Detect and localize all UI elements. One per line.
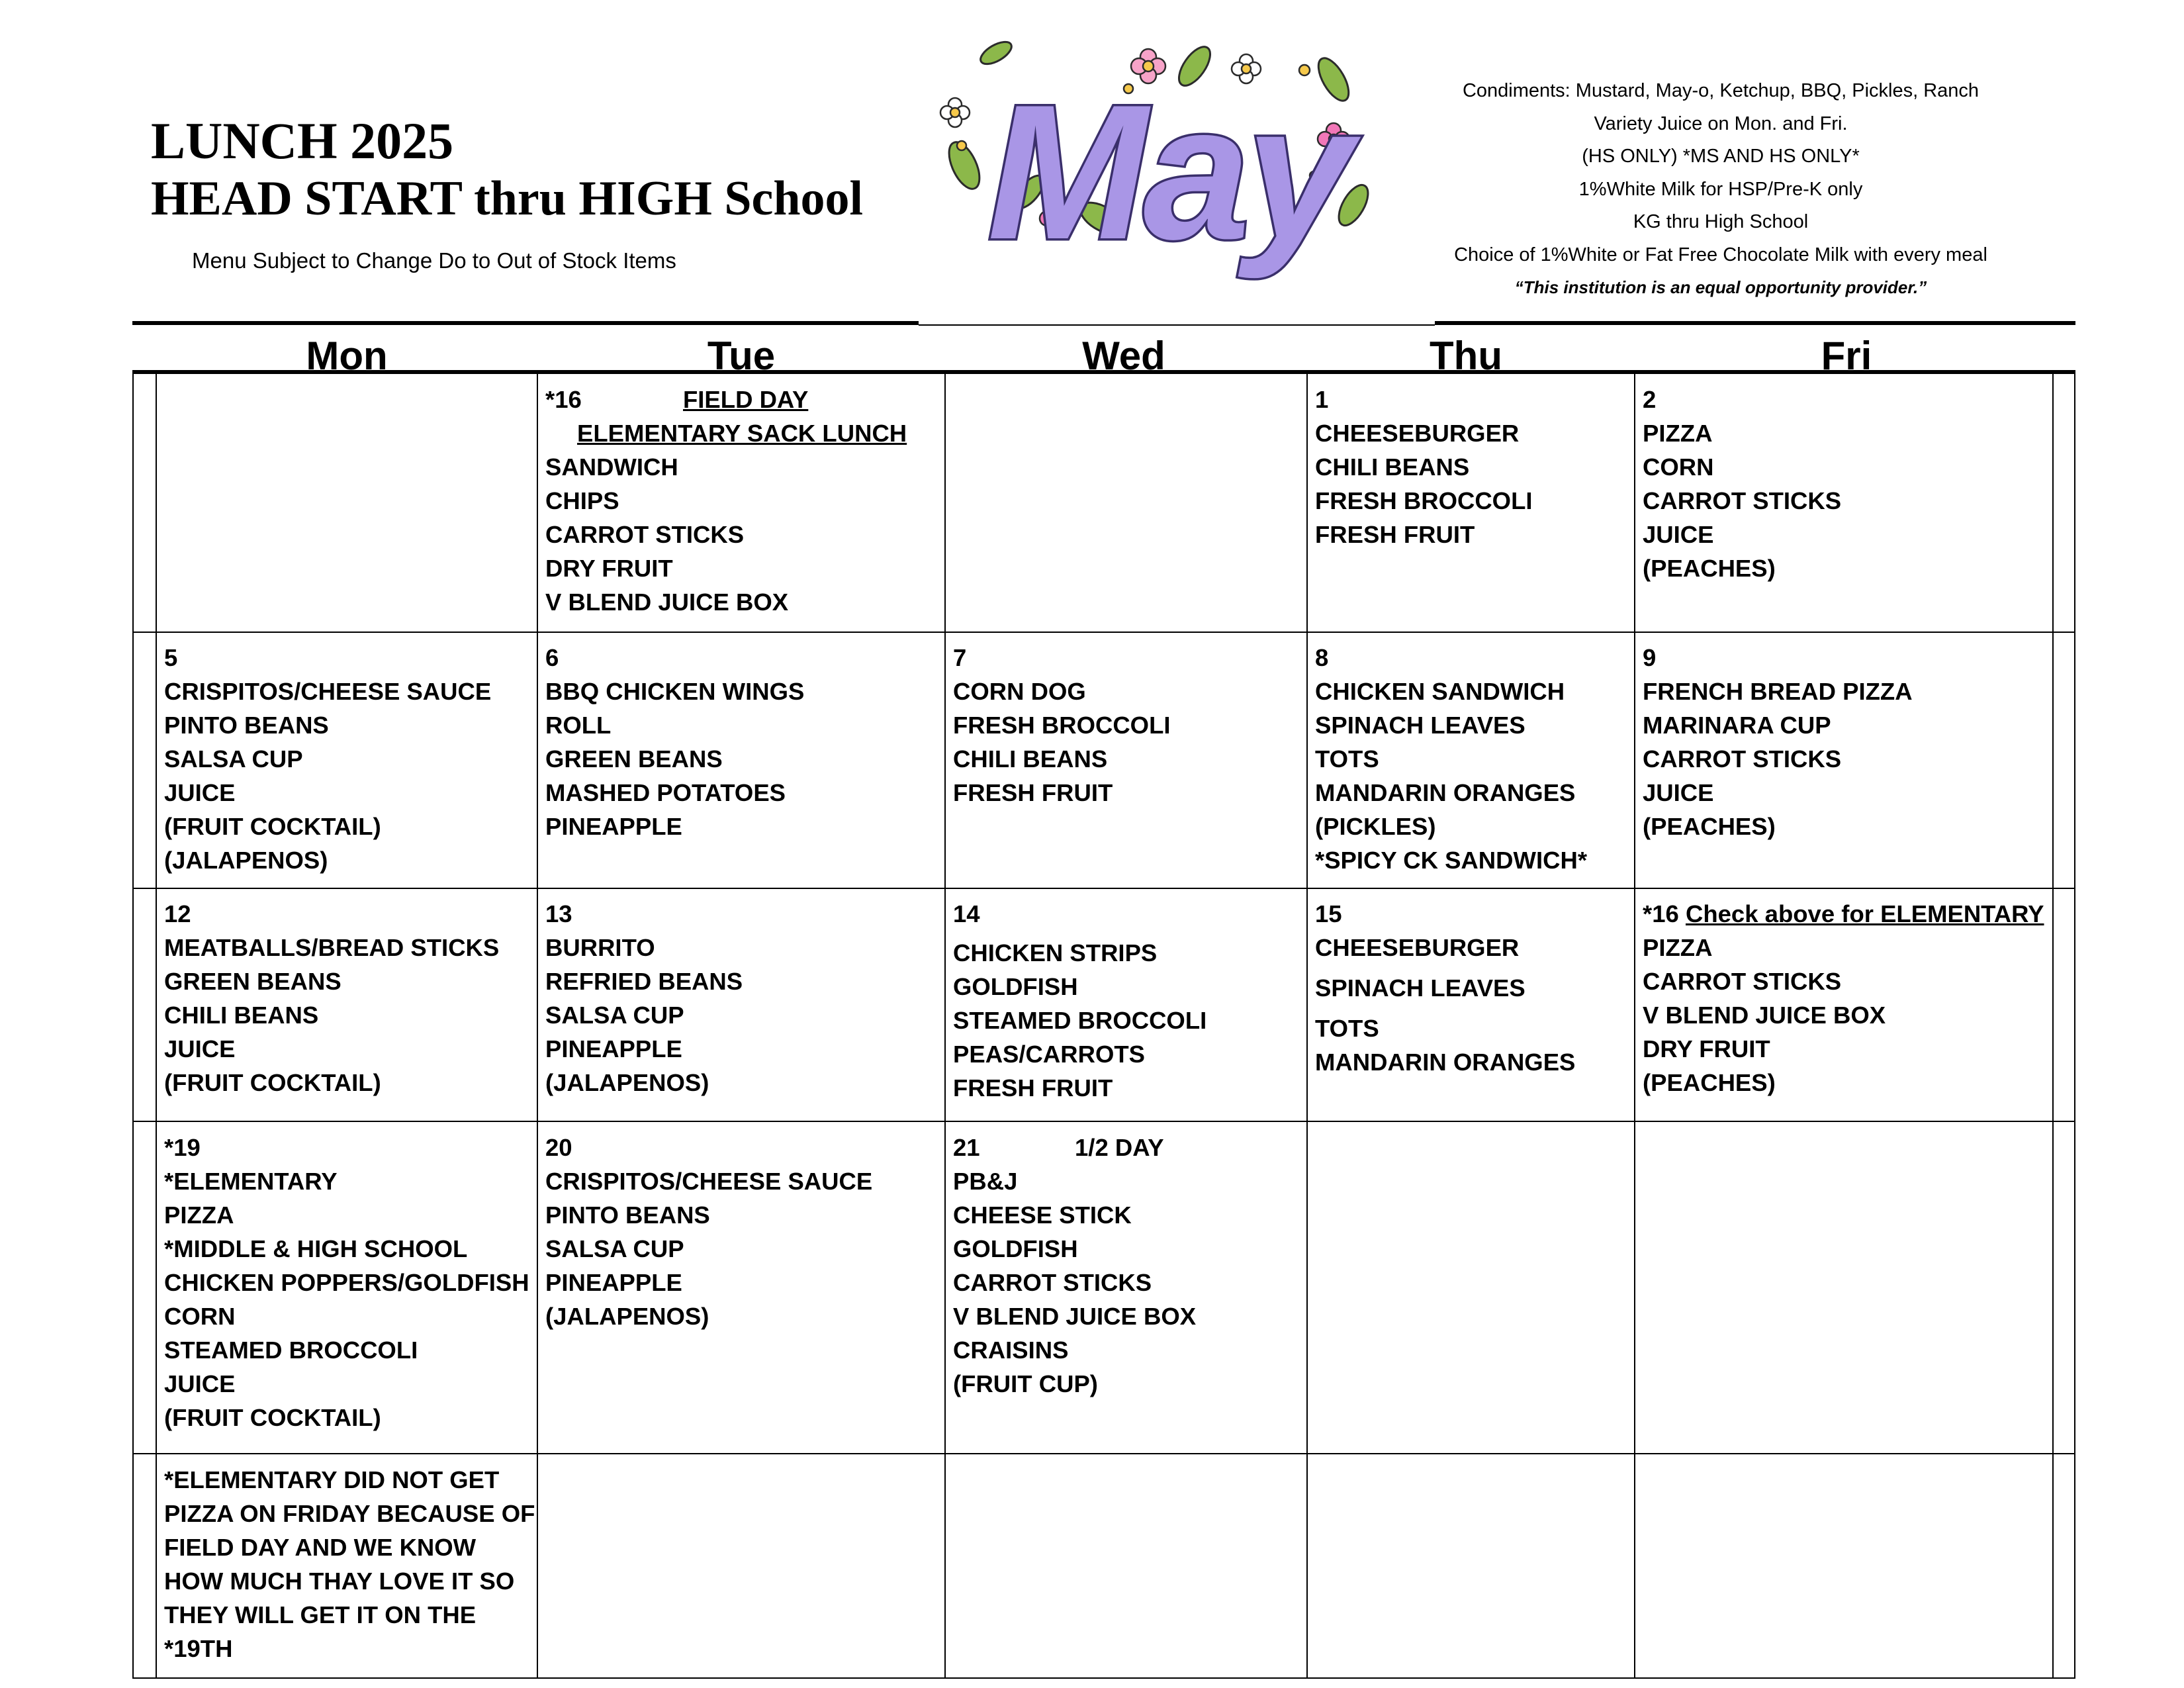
- day-number: 2: [1643, 386, 1657, 413]
- menu-item: FRESH FRUIT: [953, 1074, 1113, 1102]
- menu-item: CORN DOG: [953, 678, 1086, 705]
- menu-item: GREEN BEANS: [545, 745, 723, 773]
- menu-item: SPINACH LEAVES: [1315, 712, 1525, 739]
- cell-week3-fri: [1635, 897, 2053, 1100]
- pizza-note-line: *19TH: [164, 1635, 233, 1662]
- milk-hsp-note: 1%White Milk for HSP/Pre-K only: [1578, 178, 1863, 200]
- pizza-note-line: FIELD DAY AND WE KNOW: [164, 1534, 477, 1561]
- menu-item: CORN: [164, 1303, 236, 1330]
- menu-item: MARINARA CUP: [1643, 712, 1831, 739]
- cell-week3-wed: [945, 897, 1307, 1105]
- cell-week2-tue: [537, 641, 945, 843]
- cell-week1-thu: [1307, 383, 1635, 551]
- menu-item: (PICKLES): [1315, 813, 1436, 840]
- menu-item: MANDARIN ORANGES: [1315, 1049, 1576, 1076]
- sack-lunch-banner: ELEMENTARY SACK LUNCH: [577, 420, 907, 447]
- menu-item: CHICKEN POPPERS/GOLDFISH: [164, 1269, 529, 1296]
- menu-item: PINEAPPLE: [545, 1269, 682, 1296]
- cell-week4-wed: [945, 1131, 1307, 1401]
- page-subtitle: HEAD START thru HIGH School: [151, 171, 864, 226]
- menu-item: PINEAPPLE: [545, 813, 682, 840]
- menu-item: CHICKEN SANDWICH: [1315, 678, 1565, 705]
- menu-item: JUICE: [164, 1035, 236, 1062]
- day-number: *16: [545, 386, 582, 413]
- menu-item: FRESH FRUIT: [953, 779, 1113, 806]
- menu-item: SANDWICH: [545, 453, 678, 481]
- menu-item: JUICE: [164, 1370, 236, 1397]
- menu-item: JUICE: [164, 779, 236, 806]
- menu-item: CRISPITOS/CHEESE SAUCE: [545, 1168, 873, 1195]
- menu-item: PEAS/CARROTS: [953, 1041, 1146, 1068]
- cell-week3-thu: [1307, 897, 1635, 1079]
- menu-item: FRESH BROCCOLI: [953, 712, 1171, 739]
- menu-item: CHICKEN STRIPS: [953, 939, 1158, 966]
- day-number: 1: [1315, 386, 1329, 413]
- menu-item: SALSA CUP: [164, 745, 303, 773]
- elementary-note: Check above for ELEMENTARY: [1685, 900, 2044, 927]
- menu-item: PIZZA: [1643, 934, 1713, 961]
- day-number: 9: [1643, 644, 1657, 671]
- menu-item: GOLDFISH: [953, 973, 1078, 1000]
- day-number: 21: [953, 1134, 980, 1161]
- page-title: LUNCH 2025: [151, 112, 454, 169]
- day-number: 5: [164, 644, 178, 671]
- menu-item: CARROT STICKS: [953, 1269, 1152, 1296]
- menu-item: PINTO BEANS: [545, 1201, 710, 1229]
- menu-item: PINEAPPLE: [545, 1035, 682, 1062]
- menu-item: (JALAPENOS): [164, 847, 328, 874]
- menu-item: JUICE: [1643, 779, 1714, 806]
- menu-item: ROLL: [545, 712, 612, 739]
- header-rule-middle: [919, 324, 1435, 326]
- kg-note: KG thru High School: [1633, 211, 1809, 232]
- menu-item: V BLEND JUICE BOX: [545, 588, 789, 616]
- menu-item: *ELEMENTARY: [164, 1168, 338, 1195]
- condiments-note: Condiments: Mustard, May-o, Ketchup, BBQ, Pickles, Ranch: [1462, 80, 1979, 101]
- header-rule-right: [1435, 321, 2075, 325]
- cell-week5-mon: [156, 1463, 537, 1665]
- cell-week1-fri: [1635, 383, 2053, 585]
- menu-item: GOLDFISH: [953, 1235, 1078, 1262]
- menu-item: (FRUIT COCKTAIL): [164, 813, 381, 840]
- menu-item: DRY FRUIT: [1643, 1035, 1770, 1062]
- menu-item: MANDARIN ORANGES: [1315, 779, 1576, 806]
- cell-week3-mon: [156, 897, 537, 1100]
- menu-item: (JALAPENOS): [545, 1303, 709, 1330]
- menu-item: (FRUIT CUP): [953, 1370, 1098, 1397]
- milk-choice-note: Choice of 1%White or Fat Free Chocolate Milk with every meal: [1454, 244, 1987, 265]
- menu-item: FRESH BROCCOLI: [1315, 487, 1533, 514]
- field-day-label: FIELD DAY: [683, 386, 809, 413]
- day-header-mon: Mon: [306, 334, 388, 371]
- menu-item: FRENCH BREAD PIZZA: [1643, 678, 1913, 705]
- cell-week2-mon: [156, 641, 537, 877]
- menu-item: JUICE: [1643, 521, 1714, 548]
- menu-item: STEAMED BROCCOLI: [164, 1336, 418, 1364]
- pizza-note-line: *ELEMENTARY DID NOT GET: [164, 1466, 500, 1493]
- menu-item: PIZZA: [164, 1201, 234, 1229]
- menu-item: CHEESE STICK: [953, 1201, 1132, 1229]
- day-number: 6: [545, 644, 559, 671]
- menu-item: V BLEND JUICE BOX: [953, 1303, 1197, 1330]
- menu-item: BURRITO: [545, 934, 655, 961]
- menu-item: (FRUIT COCKTAIL): [164, 1404, 381, 1431]
- cell-week1-tue: [537, 383, 945, 619]
- cell-week2-wed: [945, 641, 1307, 810]
- header-rule-left: [132, 321, 919, 325]
- menu-item: CARROT STICKS: [1643, 745, 1842, 773]
- day-header-thu: Thu: [1430, 334, 1502, 371]
- menu-item: CHEESEBURGER: [1315, 420, 1520, 447]
- menu-item: CHIPS: [545, 487, 619, 514]
- menu-item: CARROT STICKS: [1643, 968, 1842, 995]
- half-day-label: 1/2 DAY: [1075, 1134, 1164, 1161]
- menu-disclaimer: Menu Subject to Change Do to Out of Stock Items: [192, 248, 676, 273]
- pizza-note-line: PIZZA ON FRIDAY BECAUSE OF: [164, 1500, 535, 1527]
- menu-item: *SPICY CK SANDWICH*: [1315, 847, 1588, 874]
- day-number: *19: [164, 1134, 201, 1161]
- menu-item: CHILI BEANS: [1315, 453, 1470, 481]
- menu-item: (PEACHES): [1643, 555, 1776, 582]
- menu-item: V BLEND JUICE BOX: [1643, 1002, 1886, 1029]
- day-number: 14: [953, 900, 980, 927]
- menu-item: PINTO BEANS: [164, 712, 329, 739]
- day-number: 20: [545, 1134, 572, 1161]
- menu-item: SPINACH LEAVES: [1315, 974, 1525, 1002]
- menu-item: (PEACHES): [1643, 1069, 1776, 1096]
- menu-item: CRISPITOS/CHEESE SAUCE: [164, 678, 492, 705]
- menu-item: (FRUIT COCKTAIL): [164, 1069, 381, 1096]
- menu-item: CHILI BEANS: [953, 745, 1108, 773]
- day-number: 7: [953, 644, 967, 671]
- cell-week2-thu: [1307, 641, 1635, 877]
- menu-item: CHEESEBURGER: [1315, 934, 1520, 961]
- menu-item: FRESH FRUIT: [1315, 521, 1475, 548]
- cell-week4-tue: [537, 1131, 945, 1333]
- menu-item: (PEACHES): [1643, 813, 1776, 840]
- menu-item: CORN: [1643, 453, 1714, 481]
- menu-item: GREEN BEANS: [164, 968, 341, 995]
- day-number: 12: [164, 900, 191, 927]
- menu-item: BBQ CHICKEN WINGS: [545, 678, 805, 705]
- day-header-fri: Fri: [1821, 334, 1872, 371]
- menu-item: CARROT STICKS: [545, 521, 745, 548]
- menu-item: PIZZA: [1643, 420, 1713, 447]
- meal-notes: [1416, 75, 2025, 305]
- day-header-tue: Tue: [707, 334, 776, 371]
- menu-item: *MIDDLE & HIGH SCHOOL: [164, 1235, 468, 1262]
- menu-item: PB&J: [953, 1168, 1018, 1195]
- menu-item: CARROT STICKS: [1643, 487, 1842, 514]
- may-logo: [930, 26, 1406, 318]
- day-number: 15: [1315, 900, 1342, 927]
- pizza-note-line: HOW MUCH THAY LOVE IT SO: [164, 1568, 515, 1595]
- cell-week4-mon: [156, 1131, 537, 1434]
- menu-item: STEAMED BROCCOLI: [953, 1007, 1207, 1034]
- svg-text:May: May: [987, 65, 1349, 279]
- menu-item: DRY FRUIT: [545, 555, 673, 582]
- cell-week2-fri: [1635, 641, 2053, 843]
- day-header-wed: Wed: [1082, 334, 1165, 371]
- day-number: 13: [545, 900, 572, 927]
- cell-week3-tue: [537, 897, 945, 1100]
- menu-item: CRAISINS: [953, 1336, 1069, 1364]
- menu-item: (JALAPENOS): [545, 1069, 709, 1096]
- menu-item: SALSA CUP: [545, 1235, 684, 1262]
- menu-item: TOTS: [1315, 745, 1379, 773]
- menu-item: CHILI BEANS: [164, 1002, 319, 1029]
- day-number: 8: [1315, 644, 1329, 671]
- menu-item: SALSA CUP: [545, 1002, 684, 1029]
- day-number: *16: [1643, 900, 1679, 927]
- juice-note: Variety Juice on Mon. and Fri.: [1594, 113, 1848, 134]
- menu-item: REFRIED BEANS: [545, 968, 743, 995]
- hs-only-note: (HS ONLY) *MS AND HS ONLY*: [1582, 146, 1860, 167]
- menu-item: MEATBALLS/BREAD STICKS: [164, 934, 500, 961]
- menu-item: TOTS: [1315, 1015, 1379, 1042]
- equal-opportunity-statement: “This institution is an equal opportunity provider.”: [1514, 277, 1927, 297]
- menu-item: MASHED POTATOES: [545, 779, 786, 806]
- pizza-note-line: THEY WILL GET IT ON THE: [164, 1601, 477, 1628]
